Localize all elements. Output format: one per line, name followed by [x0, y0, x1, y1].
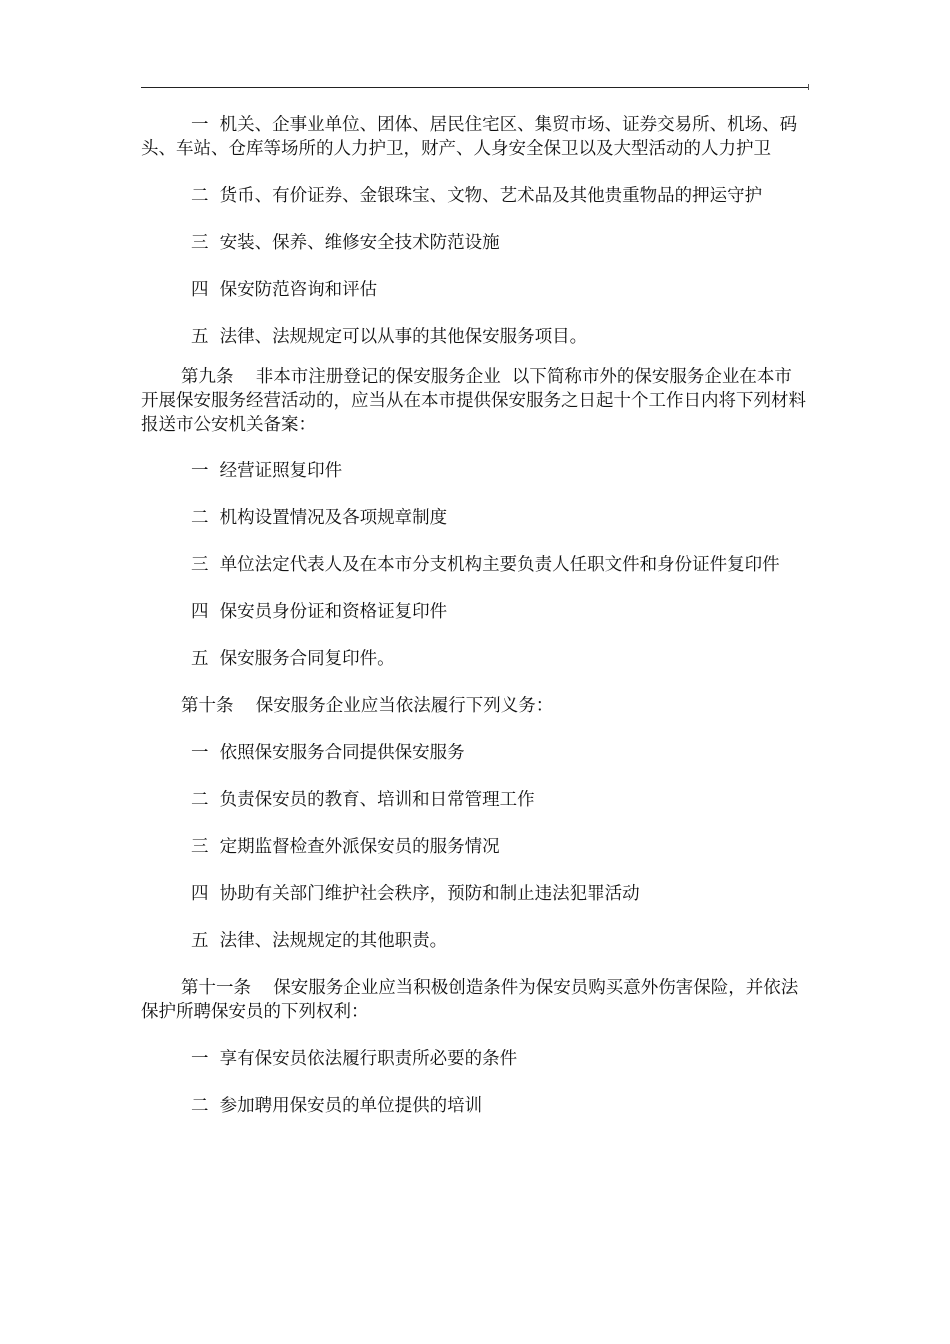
paragraph-item-15: 五 法律、法规规定的其他职责。: [191, 931, 448, 951]
paragraph-item-7: 二 机构设置情况及各项规章制度: [191, 508, 448, 528]
paragraph-item-13: 三 定期监督检查外派保安员的服务情况: [191, 837, 500, 857]
paragraph-item-14: 四 协助有关部门维护社会秩序，预防和制止违法犯罪活动: [191, 884, 640, 904]
paragraph-item-16: 一 享有保安员依法履行职责所必要的条件: [191, 1049, 518, 1069]
article-11: 第十一条 保安服务企业应当积极创造条件为保安员购买意外伤害保险，并依法保护所聘保安员的下列权利：: [141, 978, 799, 1022]
article-9: 第九条 非本市注册登记的保安服务企业 以下简称市外的保安服务企业在本市开展保安服务经营活动的，应当从在本市提供保安服务之日起十个工作日内将下列材料报送市公安机关备案：: [141, 367, 806, 435]
paragraph-item-10: 五 保安服务合同复印件。: [191, 649, 395, 669]
paragraph-item-11: 一 依照保安服务合同提供保安服务: [191, 743, 465, 763]
paragraph-item-12: 二 负责保安员的教育、培训和日常管理工作: [191, 790, 535, 810]
paragraph-item-17: 二 参加聘用保安员的单位提供的培训: [191, 1096, 483, 1116]
paragraph-item-6: 一 经营证照复印件: [191, 461, 343, 481]
header-rule: [141, 87, 809, 88]
paragraph-item-5: 五 法律、法规规定可以从事的其他保安服务项目。: [191, 327, 588, 347]
header-rule-end-mark: [808, 84, 809, 90]
paragraph-item-3: 三 安装、保养、维修安全技术防范设施: [191, 233, 500, 253]
paragraph-item-2: 二 货币、有价证券、金银珠宝、文物、艺术品及其他贵重物品的押运守护: [191, 186, 763, 206]
paragraph-item-8: 三 单位法定代表人及在本市分支机构主要负责人任职文件和身份证件复印件: [191, 555, 780, 575]
paragraph-item-9: 四 保安员身份证和资格证复印件: [191, 602, 448, 622]
document-body: [141, 113, 809, 1118]
article-10: 第十条 保安服务企业应当依法履行下列义务：: [181, 696, 554, 716]
paragraph-item-1: 一 机关、企事业单位、团体、居民住宅区、集贸市场、证券交易所、机场、码头、车站、仓库等场所的人力护卫，财产、人身安全保卫以及大型活动的人力护卫: [141, 115, 798, 159]
paragraph-item-4: 四 保安防范咨询和评估: [191, 280, 378, 300]
